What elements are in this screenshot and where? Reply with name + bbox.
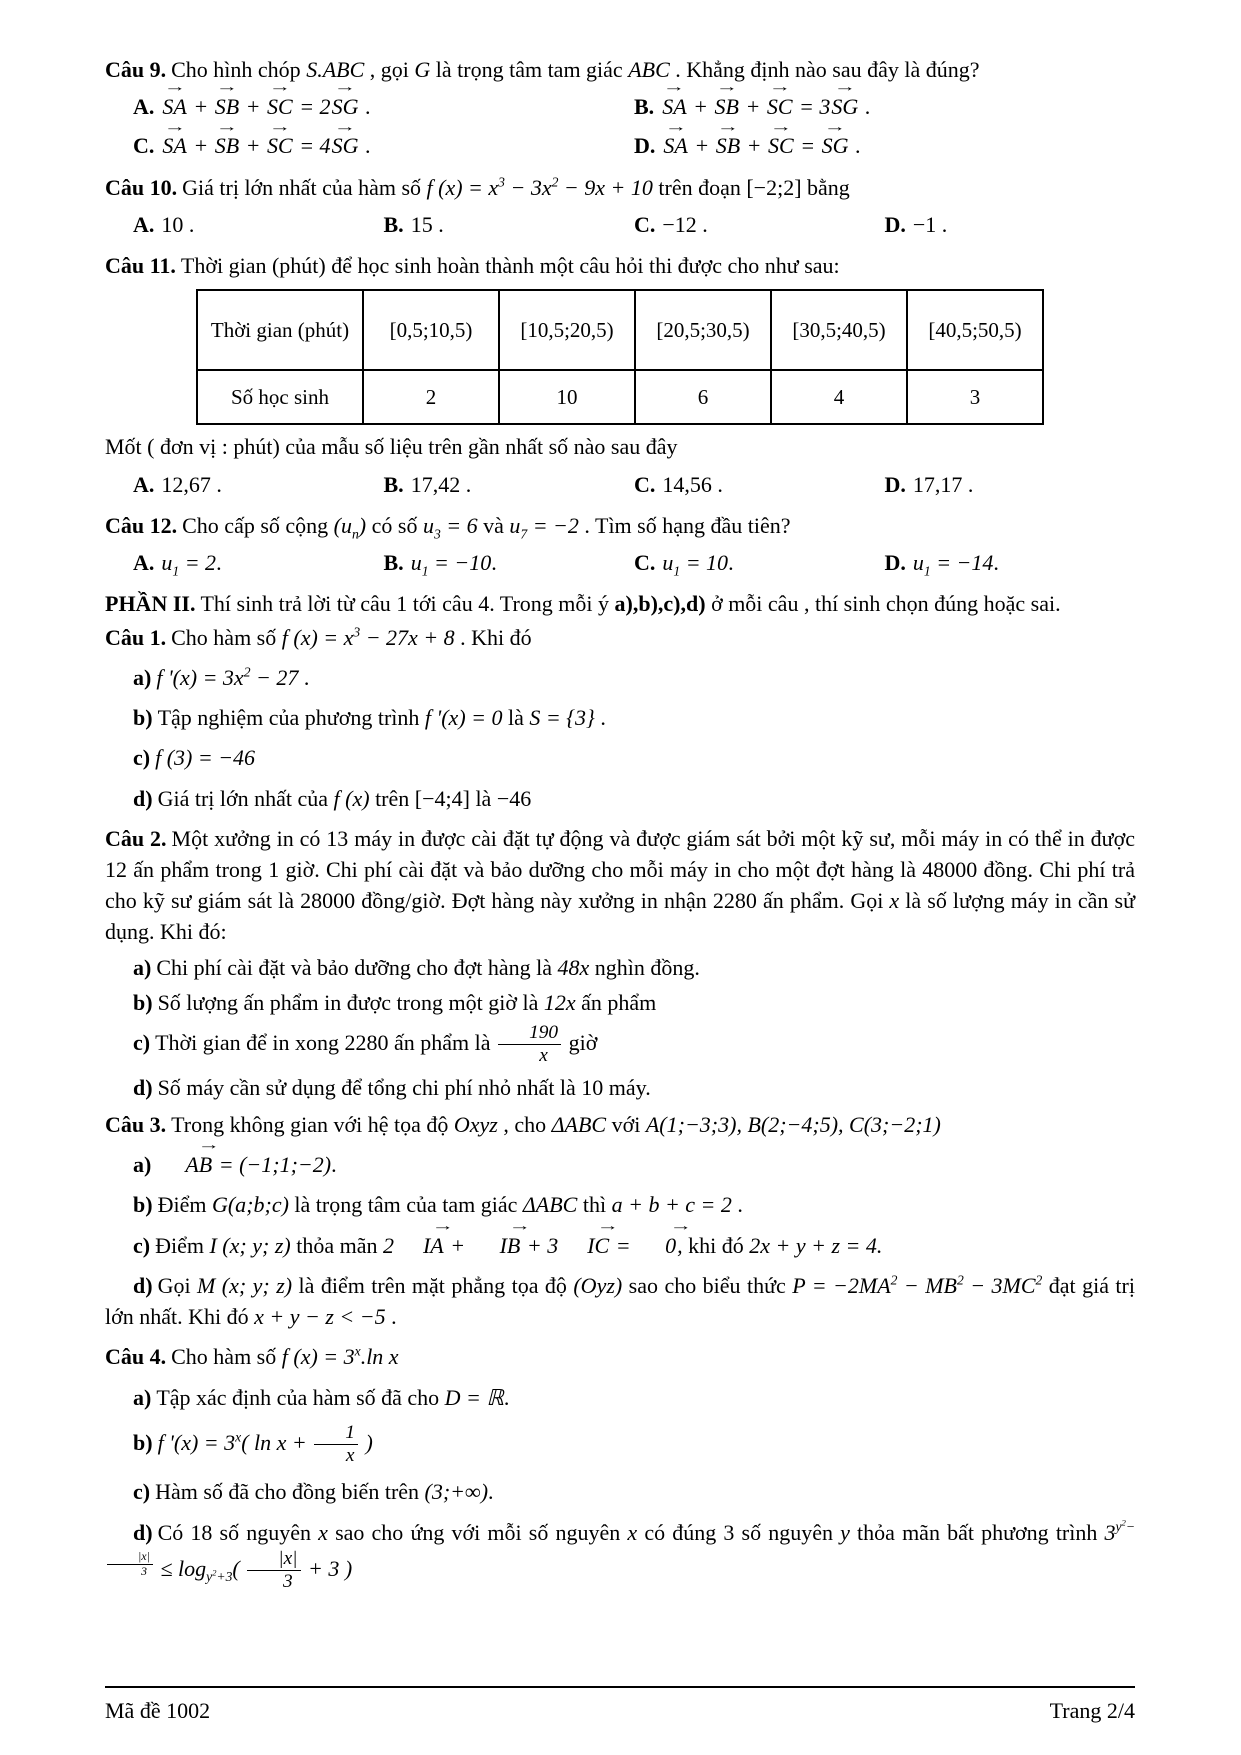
statement-key: b) xyxy=(133,705,153,731)
statement-d xyxy=(105,1270,1135,1332)
option-key: B. xyxy=(383,471,404,497)
statement-text: Số lượng ấn phẩm in được trong một giờ là 12x ấn phẩm xyxy=(157,989,657,1015)
question-label: Câu 3. xyxy=(105,1111,167,1137)
question-text: Giá trị lớn nhất của hàm số f $(x) = x^3 - 3x^2 - 9x + 10$ trên đoạn [−2;2] bằng xyxy=(182,174,850,200)
option-text: −1 . xyxy=(912,211,948,237)
statement-text: → AB = (−1;1;−2). xyxy=(185,1137,337,1178)
statement-text: Điểm I (x; y; z) thỏa mãn 2 → IA + → IB + 3 → IC = → 0, khi đó 2x + y + z = 4. xyxy=(155,1217,883,1258)
statement-text: Điểm G(a;b;c) là trọng tâm của tam giác ΔABC thì a + b + c = 2 . xyxy=(157,1192,743,1218)
question-stem xyxy=(105,250,1135,281)
statement-key: a) xyxy=(133,1384,152,1410)
statement-key: d) xyxy=(133,785,153,811)
statement-text: Tập xác định của hàm số đã cho D = ℝ. xyxy=(156,1384,510,1410)
option-b xyxy=(634,79,1135,126)
option-key: A. xyxy=(133,94,155,120)
statement-key: c) xyxy=(133,745,151,771)
question-12 xyxy=(105,510,1135,582)
option-key: C. xyxy=(634,550,656,576)
table-cell: [40,5;50,5) xyxy=(907,290,1043,370)
statement-a xyxy=(105,1382,1135,1413)
statement-key: c) xyxy=(133,1029,151,1055)
option-c xyxy=(634,205,885,244)
option-c xyxy=(634,465,885,504)
option-b xyxy=(384,205,635,244)
option-key: B. xyxy=(634,94,655,120)
statement-b xyxy=(105,1422,1135,1468)
statement-key: a) xyxy=(133,664,152,690)
question-label: Câu 9. xyxy=(105,57,167,82)
option-key: A. xyxy=(133,211,155,237)
statement-c xyxy=(105,742,1135,773)
option-key: D. xyxy=(634,133,656,159)
page-number: Trang 2/4 xyxy=(1049,1698,1135,1723)
option-text: 10 . xyxy=(161,211,195,237)
option-text: 17,42 . xyxy=(410,471,472,497)
option-d xyxy=(634,118,1135,165)
option-text: 12,67 . xyxy=(161,471,222,497)
question-text: Cho hàm số f $(x) = 3^x.\ln$ x xyxy=(171,1343,399,1370)
question-label: Câu 1. xyxy=(105,624,167,650)
option-key: D. xyxy=(884,471,906,497)
statement-key: c) xyxy=(133,1479,151,1505)
statement-key: c) xyxy=(133,1232,151,1258)
option-text: → SA + → SB + → SC = 3 → SG . xyxy=(662,79,871,120)
statement-text: f (3) = −46 xyxy=(155,745,256,771)
option-key: C. xyxy=(634,471,656,497)
question-note: Mốt ( đơn vị : phút) của mẫu số liệu trên gần nhất số nào sau đây xyxy=(105,434,678,460)
question-stem xyxy=(105,1341,1135,1372)
question-text: Cho cấp số cộng $(u_n)$ có số $u_3 = 6$ và $u_7 = -2$ . Tìm số hạng đầu tiên? xyxy=(182,512,791,542)
statement-key: b) xyxy=(133,989,153,1015)
question-stem xyxy=(105,823,1135,948)
answer-options xyxy=(105,79,1135,165)
question-label: Câu 11. xyxy=(105,253,176,279)
frequency-table xyxy=(196,289,1044,425)
option-key: B. xyxy=(383,550,404,576)
answer-options xyxy=(105,205,1135,244)
statement-a xyxy=(105,1137,1135,1180)
option-text: $u_1 = -10$. xyxy=(410,550,497,579)
question-stem xyxy=(105,510,1135,541)
page-footer xyxy=(105,1686,1135,1726)
question-11 xyxy=(105,250,1135,504)
question-label: Câu 2. xyxy=(105,825,167,851)
option-key: D. xyxy=(884,550,906,576)
table-cell: [30,5;40,5) xyxy=(771,290,907,370)
option-text: → SA + → SB + → SC = → SG . xyxy=(663,118,861,159)
question-p2-1 xyxy=(105,622,1135,814)
statement-text: Thời gian để in xong 2280 ấn phẩm là $\frac{190}{x}$ giờ xyxy=(155,1022,598,1067)
option-a xyxy=(133,543,384,582)
question-text: Cho hàm số f $(x) = x^3 - 27x + 8$ . Khi đó xyxy=(171,624,532,650)
statement-key: b) xyxy=(133,1429,153,1455)
statement-text: Tập nghiệm của phương trình f '(x) = 0 là S = {3} . xyxy=(157,705,606,731)
statement-key: a) xyxy=(133,954,152,980)
option-c xyxy=(133,118,634,165)
table-cell: 3 xyxy=(907,370,1043,424)
option-key: D. xyxy=(884,211,906,237)
statement-b xyxy=(105,1189,1135,1220)
question-10 xyxy=(105,172,1135,244)
statement-d xyxy=(105,783,1135,814)
table-cell: 2 xyxy=(363,370,499,424)
option-key: A. xyxy=(133,471,155,497)
statement-text: f '$(x) = 3x^2 - 27$ . xyxy=(156,664,310,690)
part2-intro: Thí sinh trả lời từ câu 1 tới câu 4. Trong mỗi ý a),b),c),d) ở mỗi câu , thí sinh chọn đúng hoặc sai. xyxy=(200,591,1061,617)
option-text: $u_1 = 2$. xyxy=(161,550,222,579)
statement-d xyxy=(105,1072,1135,1103)
table-cell: 6 xyxy=(635,370,771,424)
option-b xyxy=(384,465,635,504)
option-text: → SA + → SB + → SC = 2 → SG . xyxy=(162,79,371,120)
part2-header xyxy=(105,588,1135,619)
statement-c xyxy=(105,1476,1135,1507)
question-9 xyxy=(105,54,1135,166)
option-a xyxy=(133,465,384,504)
statement-key: b) xyxy=(133,1192,153,1218)
table-cell: [10,5;20,5) xyxy=(499,290,635,370)
question-text: Một xưởng in có 13 máy in được cài đặt tự động và được giám sát bởi một kỹ sư, mỗi máy in có thể in được 12 ấn phẩm trong 1 giờ. Chi phí cài đặt và bảo dưỡng cho mỗi máy in cho một đợt hàng là 48000 đồng. Chi phí trả cho kỹ sư giám sát là 28000 đồng/giờ. Đợt hàng này xưởng in nhận 2280 ấn phẩm. Gọi x là số lượng máy in cần sử dụng. Khi đó: xyxy=(105,825,1135,945)
table-row-intervals xyxy=(197,290,1043,370)
table-cell: 10 xyxy=(499,370,635,424)
option-key: A. xyxy=(133,550,155,576)
table-cell: [20,5;30,5) xyxy=(635,290,771,370)
statement-c xyxy=(105,1217,1135,1261)
exam-code: Mã đề 1002 xyxy=(105,1698,211,1723)
option-key: B. xyxy=(383,211,404,237)
option-a xyxy=(133,79,634,126)
statement-text: f '$(x) = 3^x$( ln x + $\frac{1}{x}$ ) xyxy=(157,1421,373,1467)
table-cell: [0,5;10,5) xyxy=(363,290,499,370)
option-d xyxy=(885,543,1136,582)
part2-label: PHẦN II. xyxy=(105,591,196,617)
question-label: Câu 12. xyxy=(105,512,178,538)
question-text: Cho hình chóp S.ABC , gọi G là trọng tâm tam giác ABC . Khẳng định nào sau đây là đúng? xyxy=(171,57,980,82)
question-p2-4 xyxy=(105,1341,1135,1593)
option-text: 14,56 . xyxy=(662,471,723,497)
option-text: $u_1 = -14$. xyxy=(912,550,999,579)
option-text: → SA + → SB + → SC = 4 → SG . xyxy=(162,118,371,159)
answer-options xyxy=(105,543,1135,582)
table-header-cell: Thời gian (phút) xyxy=(197,290,363,370)
question-p2-3 xyxy=(105,1109,1135,1332)
option-text: −12 . xyxy=(662,211,708,237)
option-d xyxy=(885,465,1136,504)
statement-b xyxy=(105,987,1135,1018)
statement-text: Gọi M (x; y; z) là điểm trên mặt phẳng tọa độ (Oyz) sao cho biểu thức $P = -2MA^2 - MB^2 - 3MC^2$ đạt giá trị lớn nhất. Khi đó x + y − z < −5 . xyxy=(105,1272,1135,1330)
statement-text: Có 18 số nguyên x sao cho ứng với mỗi số nguyên x có đúng 3 số nguyên y thỏa mãn bất phương trình $3^{y^2- \frac{|x|}{3}}$ ≤ $\log_{y^2+3}$( $\frac{|x|}{3}$ + 3 ) xyxy=(105,1520,1135,1581)
table-cell: 4 xyxy=(771,370,907,424)
question-text: Thời gian (phút) để học sinh hoàn thành một câu hỏi thi được cho như sau: xyxy=(180,253,840,279)
option-key: C. xyxy=(133,133,155,159)
question-p2-2 xyxy=(105,823,1135,1103)
option-text: $u_1 = 10$. xyxy=(662,550,734,579)
option-c xyxy=(634,543,885,582)
option-key: C. xyxy=(634,211,656,237)
statement-c xyxy=(105,1022,1135,1068)
question-stem xyxy=(105,1109,1135,1140)
question-stem xyxy=(105,54,1135,85)
statement-text: Số máy cần sử dụng để tổng chi phí nhỏ nhất là 10 máy. xyxy=(157,1074,651,1100)
question-text: Trong không gian với hệ tọa độ Oxyz , cho ΔABC với A(1;−3;3), B(2;−4;5), C(3;−2;1) xyxy=(171,1111,941,1137)
option-b xyxy=(384,543,635,582)
question-label: Câu 4. xyxy=(105,1344,167,1370)
table-header-cell: Số học sinh xyxy=(197,370,363,424)
option-d xyxy=(885,205,1136,244)
statement-key: d) xyxy=(133,1074,153,1100)
table-row-counts xyxy=(197,370,1043,424)
statement-key: d) xyxy=(133,1519,153,1545)
statement-text: Chi phí cài đặt và bảo dưỡng cho đợt hàng là 48x nghìn đồng. xyxy=(156,954,700,980)
statement-d xyxy=(105,1517,1135,1594)
option-text: 17,17 . xyxy=(912,471,974,497)
statement-text: Hàm số đã cho đồng biến trên (3;+∞). xyxy=(155,1479,494,1505)
statement-a xyxy=(105,662,1135,693)
question-stem xyxy=(105,622,1135,653)
statement-key: d) xyxy=(133,1272,153,1298)
option-a xyxy=(133,205,384,244)
statement-b xyxy=(105,702,1135,733)
answer-options xyxy=(105,465,1135,504)
question-stem xyxy=(105,172,1135,203)
statement-key: a) xyxy=(133,1152,152,1178)
option-text: 15 . xyxy=(410,211,444,237)
statement-text: Giá trị lớn nhất của f (x) trên [−4;4] là −46 xyxy=(157,785,532,811)
statement-a xyxy=(105,952,1135,983)
question-label: Câu 10. xyxy=(105,174,178,200)
